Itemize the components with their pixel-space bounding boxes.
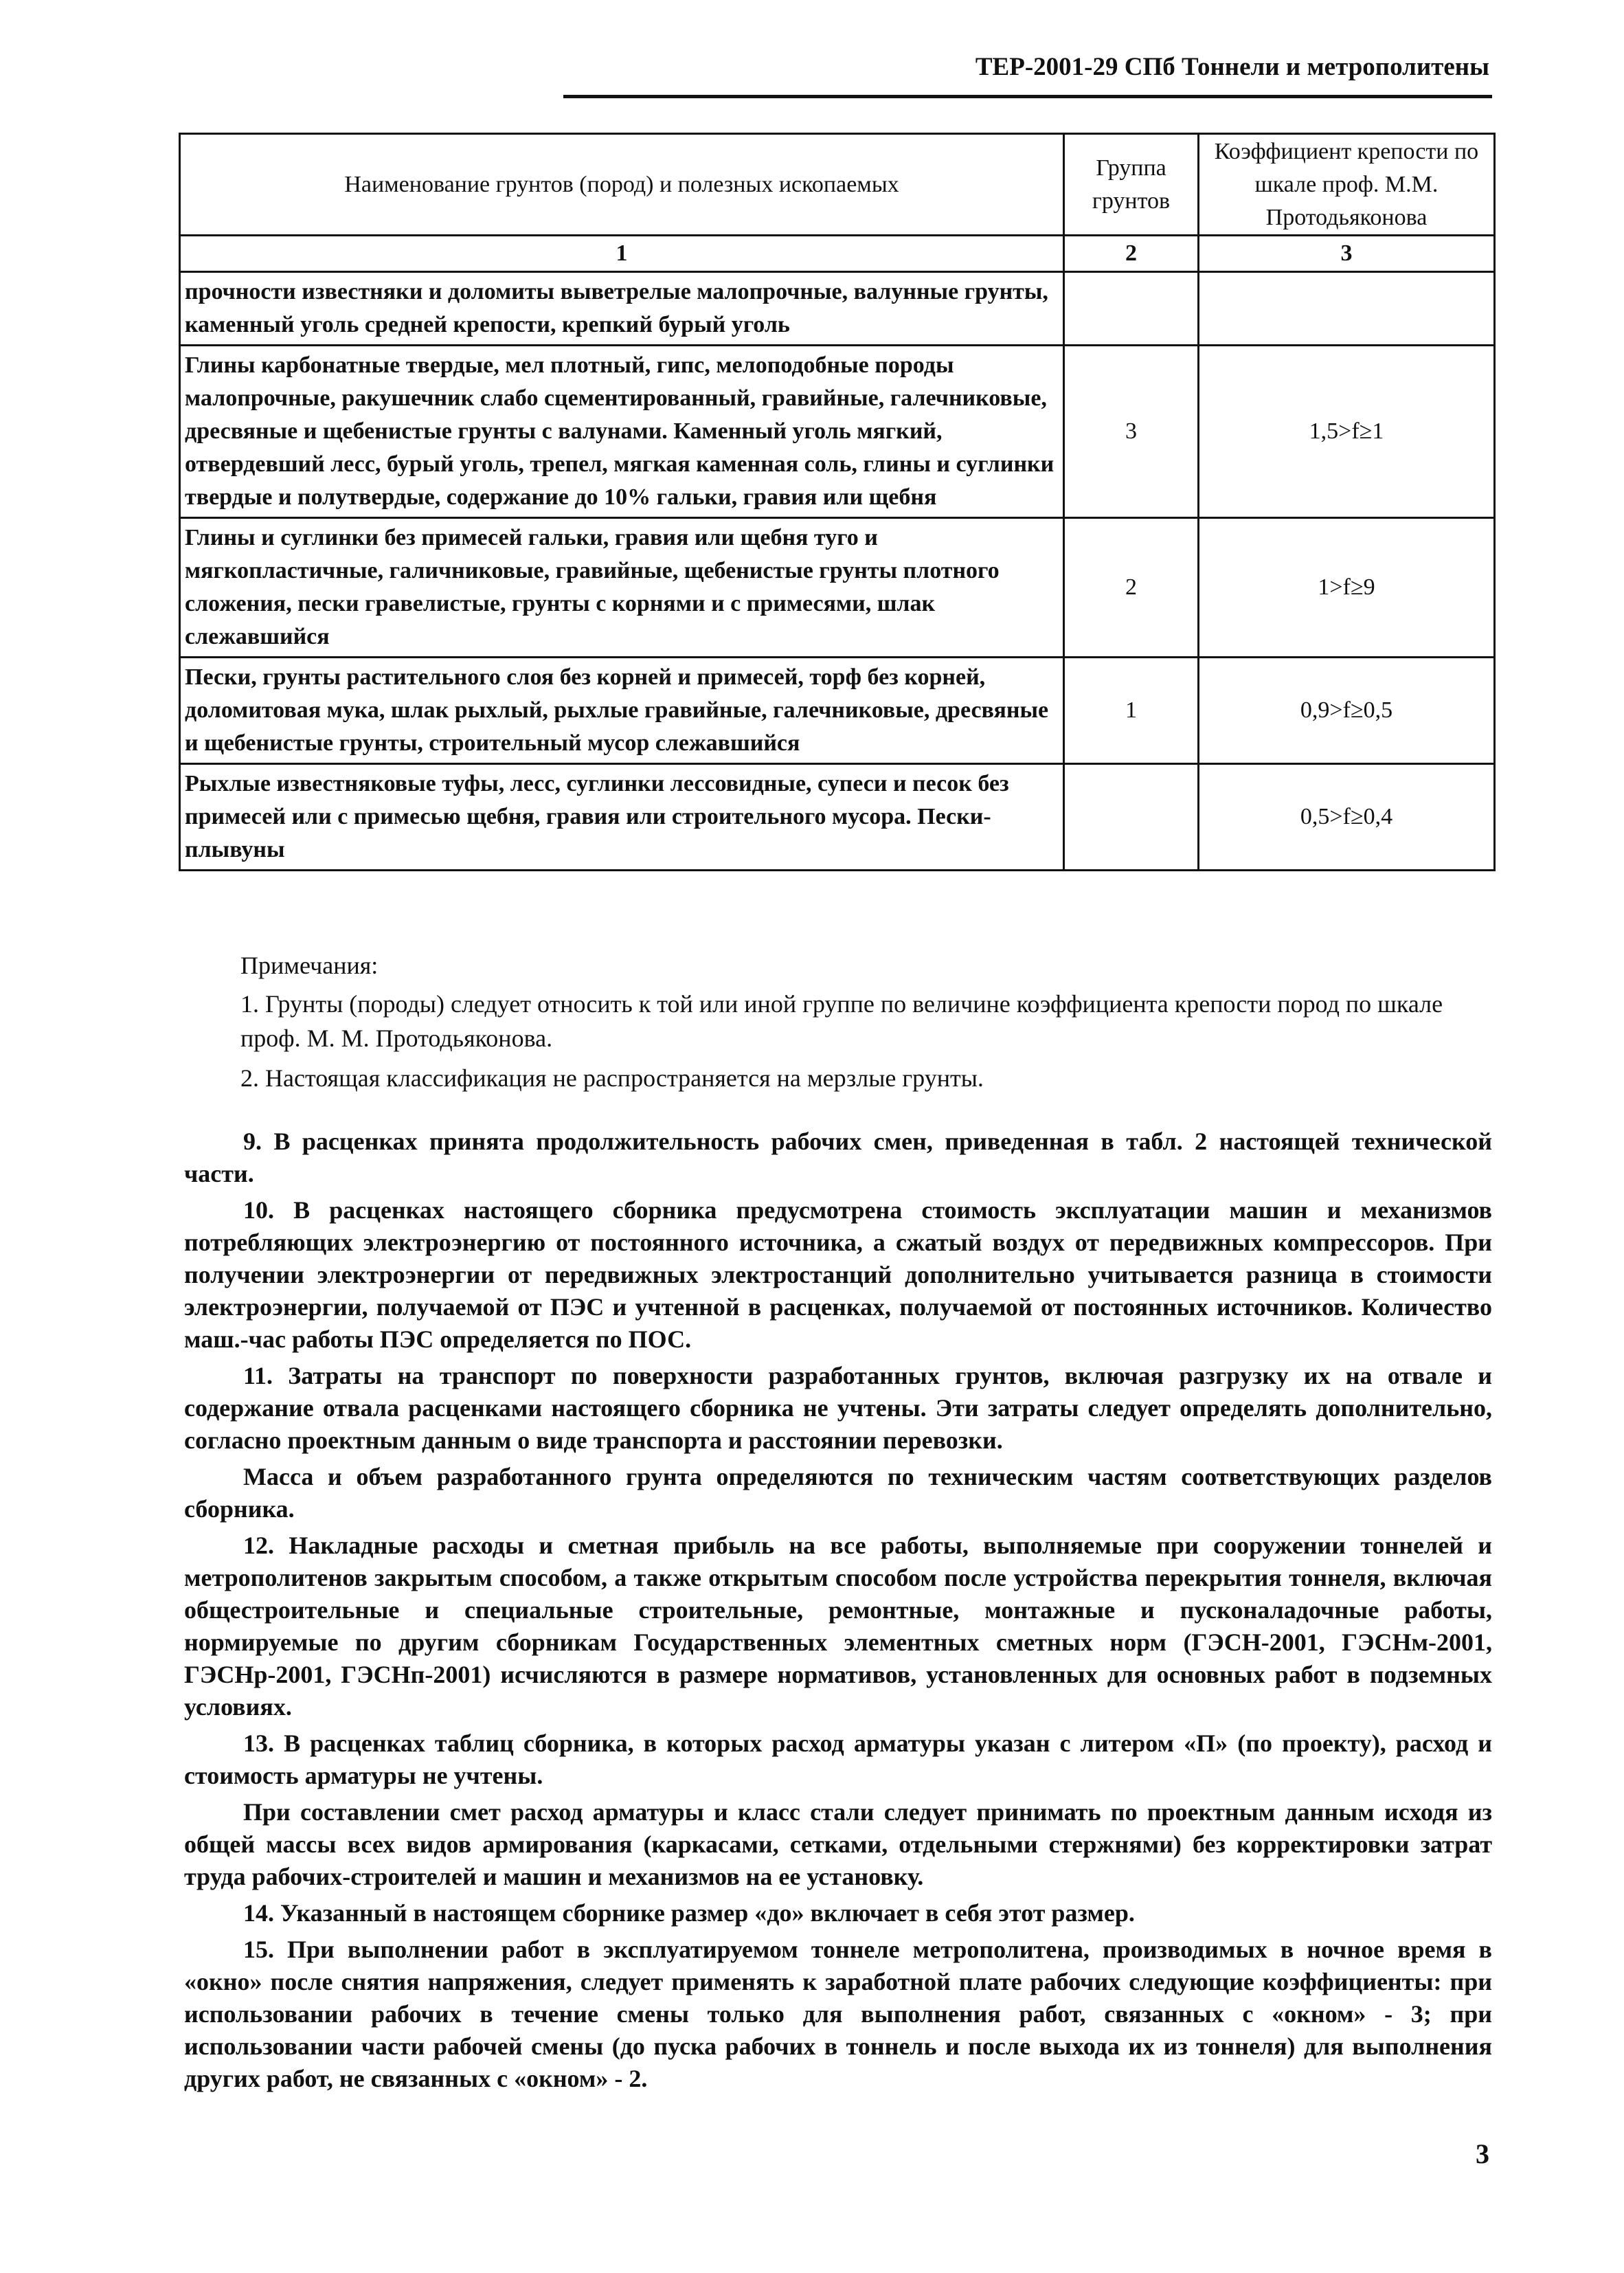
strength-coefficient-cell: 0,5>f≥0,4 [1199, 764, 1495, 871]
paragraph: 9. В расценках принята продолжительность рабочих смен, приведенная в табл. 2 настоящей технической части. [184, 1128, 1492, 1187]
soil-name-cell: Пески, грунты растительного слоя без корней и примесей, торф без корней, доломитовая мука, шлак рыхлый, рыхлые гравийные, галечниковые, дресвяные и щебенистые грунты, строительный мусор слежавшийся [180, 658, 1064, 764]
strength-coefficient-cell: 1,5>f≥1 [1199, 346, 1495, 518]
paragraph: 14. Указанный в настоящем сборнике размер «до» включает в себя этот размер. [243, 1899, 1135, 1927]
note-item: 2. Настоящая классификация не распространяется на мерзлые грунты. [240, 1064, 984, 1092]
page-number: 3 [1476, 2138, 1489, 2169]
table-row [180, 658, 1495, 764]
soil-classification-table [179, 133, 1496, 871]
paragraph: 10. В расценках настоящего сборника предусмотрена стоимость эксплуатации машин и механизмов потребляющих электроэнергию от постоянного источника, а сжатый воздух от передвижных компрессоров. При получении электроэнергии от передвижных электростанций дополнительно учитывается разница в стоимости электроэнергии, получаемой от ПЭС и учтенной в расценках, получаемой от постоянных источников. Количество маш.-час работы ПЭС определяется по ПОС. [184, 1196, 1492, 1353]
paragraph: 15. При выполнении работ в эксплуатируемом тоннеле метрополитена, производимых в ночное время в «окно» после снятия напряжения, следует применять к заработной плате рабочих следующие коэффициенты: при использовании рабочих в течение смены только для выполнения работ, связанных с «окном» - 3; при использовании части рабочей смены (до пуска рабочих в тоннель и после выхода их из тоннеля) для выполнения других работ, не связанных с «окном» - 2. [184, 1936, 1492, 2092]
soil-name-cell: Глины и суглинки без примесей гальки, гравия или щебня туго и мягкопластичные, галичниковые, гравийные, щебенистые грунты плотного сложения, пески гравелистые, грунты с корнями и с примесями, шлак слежавшийся [180, 518, 1064, 658]
column-number-row [180, 236, 1495, 272]
paragraph: 11. Затраты на транспорт по поверхности разработанных грунтов, включая разгрузку их на отвале и содержание отвала расценками настоящего сборника не учтены. Эти затраты следует определять дополнительно, согласно проектным данным о виде транспорта и расстоянии перевозки. [184, 1362, 1492, 1454]
soil-group-cell: 3 [1064, 346, 1199, 518]
note-item: 1. Грунты (породы) следует относить к той или иной группе по величине коэффициента крепости пород по шкале проф. М. М. Протодьяконова. [240, 990, 1443, 1052]
strength-coefficient-cell: 1>f≥9 [1199, 518, 1495, 658]
soil-group-cell: 1 [1064, 658, 1199, 764]
column-header-coefficient: Коэффициент крепости по шкале проф. М.М. Протодьяконова [1199, 134, 1495, 236]
strength-coefficient-cell [1199, 272, 1495, 346]
technical-part-text [184, 1126, 1492, 2099]
table-notes [240, 948, 1498, 1095]
soil-name-cell: Рыхлые известняковые туфы, лесс, суглинки лессовидные, супеси и песок без примесей или с примесью щебня, гравия или строительного мусора. Пески-плывуны [180, 764, 1064, 871]
strength-coefficient-cell: 0,9>f≥0,5 [1199, 658, 1495, 764]
table-row [180, 764, 1495, 871]
soil-group-cell [1064, 272, 1199, 346]
table-row [180, 272, 1495, 346]
paragraph: Масса и объем разработанного грунта определяются по техническим частям соответствующих разделов сборника. [184, 1463, 1492, 1523]
table-header-row [180, 134, 1495, 236]
paragraph: 13. В расценках таблиц сборника, в которых расход арматуры указан с литером «П» (по проекту), расход и стоимость арматуры не учтены. [184, 1729, 1492, 1789]
table-row [180, 518, 1495, 658]
soil-group-cell: 2 [1064, 518, 1199, 658]
paragraph: 12. Накладные расходы и сметная прибыль на все работы, выполняемые при сооружении тоннелей и метрополитенов закрытым способом, а также открытым способом после устройства перекрытия тоннеля, включая общестроительные и специальные строительные, ремонтные, монтажные и пусконаладочные работы, нормируемые по другим сборникам Государственных элементных сметных норм (ГЭСН-2001, ГЭСНм-2001, ГЭСНр-2001, ГЭСНп-2001) исчисляются в размере нормативов, установленных для основных работ в подземных условиях. [184, 1532, 1492, 1721]
column-number: 1 [180, 236, 1064, 272]
soil-name-cell: Глины карбонатные твердые, мел плотный, гипс, мелоподобные породы малопрочные, ракушечник слабо сцементированный, гравийные, галечниковые, дресвяные и щебенистые грунты с валунами. Каменный уголь мягкий, отвердевший лесс, бурый уголь, трепел, мягкая каменная соль, глины и суглинки твердые и полутвердые, содержание до 10% гальки, гравия или щебня [180, 346, 1064, 518]
document-header-title: ТЕР-2001-29 СПб Тоннели и метрополитены [975, 53, 1489, 81]
column-number: 3 [1199, 236, 1495, 272]
header-rule [563, 95, 1492, 98]
column-header-name: Наименование грунтов (пород) и полезных ископаемых [180, 134, 1064, 236]
column-number: 2 [1064, 236, 1199, 272]
paragraph: При составлении смет расход арматуры и класс стали следует принимать по проектным данным исходя из общей массы всех видов армирования (каркасами, сетками, отдельными стержнями) без корректировки затрат труда рабочих-строителей и машин и механизмов на ее установку. [184, 1798, 1492, 1890]
soil-name-cell: прочности известняки и доломиты выветрелые малопрочные, валунные грунты, каменный уголь средней крепости, крепкий бурый уголь [180, 272, 1064, 346]
soil-group-cell [1064, 764, 1199, 871]
table-row [180, 346, 1495, 518]
column-header-group: Группа грунтов [1064, 134, 1199, 236]
notes-title: Примечания: [240, 952, 379, 979]
